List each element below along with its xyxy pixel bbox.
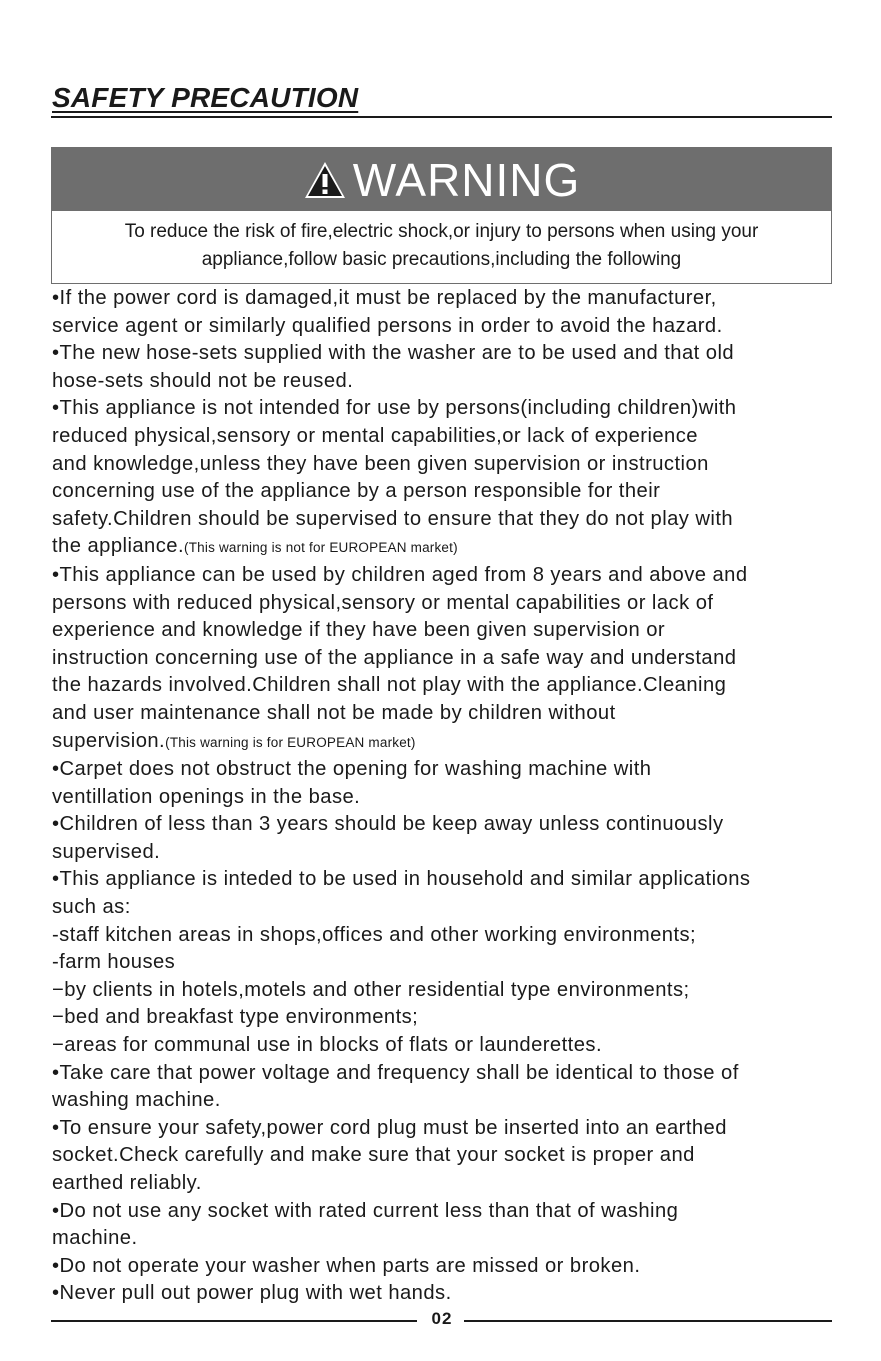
text-line: •This appliance is inteded to be used in household and similar applications	[52, 868, 751, 891]
text-line: instruction concerning use of the appliance in a safe way and understand	[52, 646, 737, 669]
text-line: •This appliance can be used by children aged from 8 years and above and	[52, 563, 748, 586]
warning-line: appliance,follow basic precautions,including the following	[201, 249, 682, 270]
text-line: −by clients in hotels,motels and other residential type environments;	[52, 978, 690, 1001]
page-footer	[51, 1306, 832, 1336]
text-line: reduced physical,sensory or mental capabilities,or lack of experience	[52, 424, 698, 447]
precaution-line-not-eu	[52, 533, 834, 562]
text-line: safety.Children should be supervised to ensure that they do not play with	[52, 507, 734, 530]
text-line: •If the power cord is damaged,it must be replaced by the manufacturer,	[52, 287, 717, 309]
text-line: socket.Check carefully and make sure that your socket is proper and	[52, 1144, 695, 1167]
text-line: concerning use of the appliance by a person responsible for their	[52, 480, 661, 503]
market-note: (This warning is not for EUROPEAN market)	[184, 540, 458, 556]
text-line: experience and knowledge if they have been given supervision or	[52, 619, 666, 642]
text-line: earthed reliably.	[52, 1172, 202, 1194]
page-number: 02	[431, 1309, 453, 1328]
text-line: persons with reduced physical,sensory or mental capabilities or lack of	[52, 591, 714, 614]
text-line: •The new hose-sets supplied with the washer are to be used and that old	[52, 342, 735, 365]
text-line: -staff kitchen areas in shops,offices and other working environments;	[52, 923, 697, 946]
text-line: supervised.	[52, 840, 161, 863]
precaution-line-eu	[52, 728, 834, 757]
text-line: •Children of less than 3 years should be keep away unless continuously	[52, 813, 724, 836]
text-line: •This appliance is not intended for use by persons(including children)with	[52, 397, 737, 420]
text-line: the hazards involved.Children shall not play with the appliance.Cleaning	[52, 674, 727, 697]
text-line: machine.	[52, 1227, 138, 1250]
precaution-block-3	[52, 756, 834, 1308]
text-line: −areas for communal use in blocks of flats or launderettes.	[52, 1034, 603, 1057]
text-line: •Take care that power voltage and frequency shall be identical to those of	[52, 1061, 739, 1084]
market-note: (This warning is for EUROPEAN market)	[165, 734, 416, 750]
line-text: supervision.	[52, 729, 166, 752]
text-line: -farm houses	[52, 951, 176, 974]
text-line: washing machine.	[52, 1089, 221, 1112]
text-line: •Do not operate your washer when parts are missed or broken.	[52, 1254, 641, 1277]
warning-line: To reduce the risk of fire,electric shock,or injury to persons when using your	[124, 221, 759, 242]
text-line: •Carpet does not obstruct the opening for washing machine with	[52, 758, 652, 781]
text-line: •To ensure your safety,power cord plug must be inserted into an earthed	[52, 1116, 727, 1139]
text-line: •Do not use any socket with rated current less than that of washing	[52, 1199, 679, 1222]
page-title: SAFETY PRECAUTION	[52, 82, 359, 113]
warning-text	[52, 218, 831, 274]
warning-banner	[52, 148, 831, 211]
footer-rule	[51, 1320, 417, 1322]
precaution-block-2	[52, 562, 834, 728]
text-line: service agent or similarly qualified persons in order to avoid the hazard.	[52, 314, 723, 337]
page-header	[51, 82, 832, 118]
text-line: •Never pull out power plug with wet hands.	[52, 1282, 452, 1305]
warning-triangle-icon	[303, 160, 347, 200]
text-line: and user maintenance shall not be made by children without	[52, 701, 616, 724]
warning-box	[51, 147, 832, 284]
precaution-block-1	[52, 285, 834, 533]
footer-rule	[464, 1320, 832, 1322]
text-line: and knowledge,unless they have been given supervision or instruction	[52, 452, 709, 475]
line-text: the appliance.	[52, 535, 185, 558]
text-line: such as:	[52, 896, 131, 919]
text-line: hose-sets should not be reused.	[52, 369, 354, 392]
precaution-text	[52, 285, 834, 1308]
warning-title: WARNING	[352, 153, 581, 206]
text-line: −bed and breakfast type environments;	[52, 1006, 419, 1029]
text-line: ventillation openings in the base.	[52, 785, 361, 808]
